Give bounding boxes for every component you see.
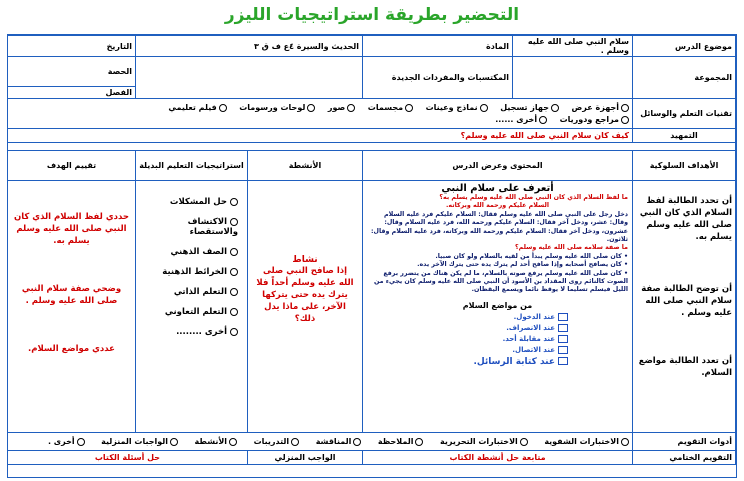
date-label: التاريخ xyxy=(7,36,135,57)
place-item: عند مقابلة أحد. xyxy=(367,335,568,343)
activity-text: إذا صافح النبي صلى الله عليه وسلم أحداً فلا يترك يده حتى يتركها الآخر، على ماذا يدل ذلك؟ xyxy=(256,266,354,324)
strategy-option[interactable]: أخرى ........ xyxy=(139,327,238,337)
col-strategies: استراتيجيات التعليم البديلة xyxy=(135,151,247,181)
strategies-list xyxy=(139,197,244,337)
period-label: الحصة xyxy=(7,57,135,87)
folder-icon xyxy=(558,335,568,343)
place-item: عند الانصراف. xyxy=(367,324,568,332)
homework-label: الواجب المنزلي xyxy=(248,451,363,465)
content-cell xyxy=(363,181,633,433)
strategy-option[interactable]: التعلم التعاوني xyxy=(139,307,238,317)
objectives-cell xyxy=(633,181,736,433)
content-point: • كان صلى الله عليه وسلم يرفع صوته بالسلام، ما لم يكن هناك من يتضرر برفع الصوت كالنائم روى المقداد بن الأسود أن النبي صلى الله عليه وسلم كان يجيء من الليل فيسلم تسليما لا يوقظ نائما ويسمع اليقظان. xyxy=(373,269,628,294)
strategy-option[interactable]: الخرائط الذهنية xyxy=(139,267,238,277)
acquisitions-value xyxy=(135,57,362,99)
content-heading: أتعرف على سلام النبي xyxy=(441,183,554,194)
acquisitions-label: المكتسبات والمفردات الجديدة xyxy=(363,57,513,99)
assessment-item: وضحي صفة سلام النبي صلى الله عليه وسلم . xyxy=(21,284,122,306)
content-question: ما صفة سلامه صلى الله عليه وسلم؟ xyxy=(514,244,628,252)
col-activities: الأنشطة xyxy=(248,151,363,181)
place-item: عند كتابة الرسائل. xyxy=(367,357,568,367)
tool-option[interactable]: أجهزة عرض xyxy=(572,103,629,112)
activities-cell xyxy=(248,181,363,433)
evaluation-option[interactable]: أخرى . xyxy=(48,437,85,446)
strategy-option[interactable]: التعلم الذاتي xyxy=(139,287,238,297)
tool-option[interactable]: لوحات ورسومات xyxy=(239,103,315,112)
class-label: الفصل xyxy=(7,87,135,99)
lesson-plan-frame xyxy=(7,34,737,478)
intro-text: كيف كان سلام النبي صلى الله عليه وسلم؟ xyxy=(7,129,632,143)
assessment-item: حددي لفظ السلام الذي كان النبي صلى الله عليه وسلم يسلم به. xyxy=(13,212,130,246)
evaluation-option[interactable]: الاختبارات التحريرية xyxy=(440,437,528,446)
tool-option[interactable]: جهاز تسجيل xyxy=(500,103,559,112)
tool-option[interactable]: صور xyxy=(328,103,355,112)
tool-option[interactable]: أخرى ...... xyxy=(495,115,547,124)
folder-icon xyxy=(558,324,568,332)
course-label: المادة xyxy=(363,36,513,57)
tool-option[interactable]: فيلم تعليمي xyxy=(168,103,226,112)
page-title: التحضير بطريقة استراتيجيات الليزر xyxy=(224,5,520,25)
tool-option[interactable]: مراجع ودوريات xyxy=(560,115,629,124)
tool-option[interactable]: مجسمات xyxy=(368,103,413,112)
tools-options xyxy=(7,99,632,129)
evaluation-option[interactable]: الملاحظة xyxy=(378,437,424,446)
folder-icon xyxy=(558,313,568,321)
assessment-cell xyxy=(7,181,135,433)
subject-value: سلام النبي صلى الله عليه وسلم . xyxy=(513,36,633,57)
col-assessment: تقييم الهدف xyxy=(7,151,135,181)
tools-label: تقنيات التعلم والوسائل xyxy=(633,99,736,129)
homework-value: حل أسئلة الكتاب xyxy=(7,451,247,465)
places-heading: من مواضع السلام xyxy=(462,300,533,310)
evaluation-option[interactable]: الأنشطة xyxy=(195,437,238,446)
content-question: ما لفظ السلام الذي كان النبي صلى الله عليه وسلم يسلم به؟ xyxy=(439,194,628,201)
spacer-row xyxy=(7,143,735,151)
objective-item: أن تحدد الطالبة لفظ السلام الذي كان النبي صلى الله عليه وسلم يسلم به. xyxy=(639,196,732,242)
place-item: عند الدخول. xyxy=(367,313,568,321)
evaluation-option[interactable]: الواجبات المنزلية xyxy=(101,437,178,446)
strategy-option[interactable]: حل المشكلات xyxy=(139,197,238,207)
content-hadith: دخل رجل على النبي صلى الله عليه وسلم فقال: السلام عليكم فرد عليه السلام وقال: عشر، ودخل آخر فقال: السلام عليكم ورحمة الله، فرد عليه السلام وقال: عشرون، ودخل آخر فقال: السلام عليكم ورحمة الله وبركاته، فرد عليه السلام وقال: ثلاثون. xyxy=(371,210,628,244)
group-value xyxy=(513,57,633,99)
folder-icon xyxy=(558,357,568,365)
content-point: • كان يصافح أصحابه وإذا صافح أحد لم يترك يده حتى يترك الآخر يده. xyxy=(417,261,628,269)
lesson-plan-table xyxy=(7,35,736,465)
course-value: الحديث والسيرة ٤ع ف ق ٣ xyxy=(135,36,362,57)
strategy-option[interactable]: الصف الذهني xyxy=(139,247,238,257)
evaluation-option[interactable]: المناقشة xyxy=(316,437,362,446)
place-item: عند الاتصال. xyxy=(367,346,568,354)
intro-label: التمهيد xyxy=(633,129,736,143)
assessment-item: عددي مواضع السلام. xyxy=(27,344,115,354)
content-point: • كان صلى الله عليه وسلم يبدأ من لقيه بالسلام ولو كان صبيا. xyxy=(435,252,628,260)
objective-item: أن تعدد الطالبة مواضع السلام. xyxy=(638,356,732,378)
evaluation-tools-options xyxy=(7,433,632,451)
subject-label: موضوع الدرس xyxy=(633,36,736,57)
tool-option[interactable]: نماذج وعينات xyxy=(426,103,488,112)
group-label: المجموعة xyxy=(633,57,736,99)
activity-label: نشاط xyxy=(292,255,318,265)
col-objectives: الأهداف السلوكية xyxy=(633,151,736,181)
final-value: متابعة حل أنشطة الكتاب xyxy=(363,451,633,465)
strategy-option[interactable]: الاكتشاف والاستقصاء xyxy=(187,217,238,237)
evaluation-option[interactable]: التدريبات xyxy=(254,437,300,446)
objective-item: أن توضح الطالبة صفة سلام النبي صلى الله عليه وسلم . xyxy=(641,284,732,318)
evaluation-tools-label: أدوات التقويم xyxy=(633,433,736,451)
strategies-cell xyxy=(135,181,247,433)
evaluation-option[interactable]: الاختبارات الشفوية xyxy=(544,437,629,446)
final-label: التقويم الختامي xyxy=(633,451,736,465)
col-content: المحتوى وعرض الدرس xyxy=(363,151,633,181)
places-list xyxy=(367,313,628,367)
content-answer: السلام عليكم ورحمة الله وبركاته. xyxy=(446,202,549,210)
folder-icon xyxy=(558,346,568,354)
